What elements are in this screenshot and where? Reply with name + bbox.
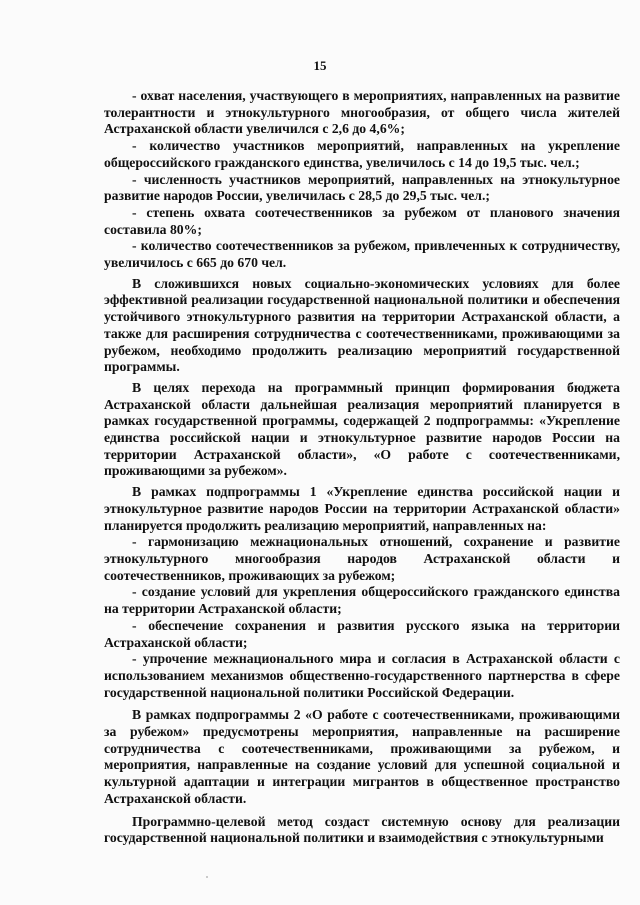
- body-paragraph: В сложившихся новых социально-экономических условиях для более эффективной реализации государственной национальной политики и обеспечения устойчивого этнокультурного развития на территории Астраханской области, а также для расширения сотрудничества с соотечественниками, проживающими за рубежом, необходимо продолжить реализацию мероприятий государственной программы.: [104, 275, 620, 375]
- bullet-item: - степень охвата соотечественников за рубежом от планового значения составила 80%;: [104, 204, 620, 237]
- body-paragraph: В целях перехода на программный принцип формирования бюджета Астраханской области дальнейшая реализация мероприятий планируется в рамках государственной программы, содержащей 2 подпрограммы: «Укрепление единства российской нации и этнокультурное развитие народов России на территории Астраханской области», «О работе с соотечественниками, проживающими за рубежом».: [104, 379, 620, 479]
- body-paragraph: В рамках подпрограммы 2 «О работе с соотечественниками, проживающими за рубежом» предусмотрены мероприятия, направленные на расширение сотрудничества с соотечественниками, проживающими за рубежом, и мероприятия, направленные на создание условий для успешной социальной и культурной адаптации и интеграции мигрантов в общественное пространство Астраханской области.: [104, 707, 620, 806]
- document-body: [104, 88, 620, 847]
- bullet-item: - создание условий для укрепления общероссийского гражданского единства на территории Астраханской области;: [104, 584, 620, 617]
- bullet-item: - количество соотечественников за рубежом, привлеченных к сотрудничеству, увеличилось с 665 до 670 чел.: [104, 238, 620, 271]
- bullet-item: - количество участников мероприятий, направленных на укрепление общероссийского гражданского единства, увеличилось с 14 до 19,5 тыс. чел.;: [104, 138, 620, 170]
- bullet-item: - численность участников мероприятий, направленных на этнокультурное развитие народов России, увеличилась с 28,5 до 29,5 тыс. чел.;: [104, 171, 620, 204]
- bullet-item: - упрочение межнационального мира и согласия в Астраханской области с использованием механизмов общественно-государственного партнерства в сфере государственной национальной политики Российской Федерации.: [104, 651, 620, 700]
- page-number: 15: [313, 58, 327, 73]
- scan-speck: [206, 876, 208, 878]
- bullet-item: - обеспечение сохранения и развития русского языка на территории Астраханской области;: [104, 617, 620, 650]
- bullet-item: - гармонизацию межнациональных отношений, сохранение и развитие этнокультурного многообразия народов Астраханской области и соотечественников, проживающих за рубежом;: [104, 534, 620, 583]
- bullet-item: - охват населения, участвующего в мероприятиях, направленных на развитие толерантности и этнокультурного многообразия, от общего числа жителей Астраханской области увеличился с 2,6 до 4,6%;: [104, 88, 620, 137]
- body-paragraph: В рамках подпрограммы 1 «Укрепление единства российской нации и этнокультурное развитие народов России на территории Астраханской области» планируется продолжить реализацию мероприятий, направленных на:: [104, 484, 620, 533]
- body-paragraph: Программно-целевой метод создаст системную основу для реализации государственной национальной политики и взаимодействия с этнокультурными: [104, 813, 620, 846]
